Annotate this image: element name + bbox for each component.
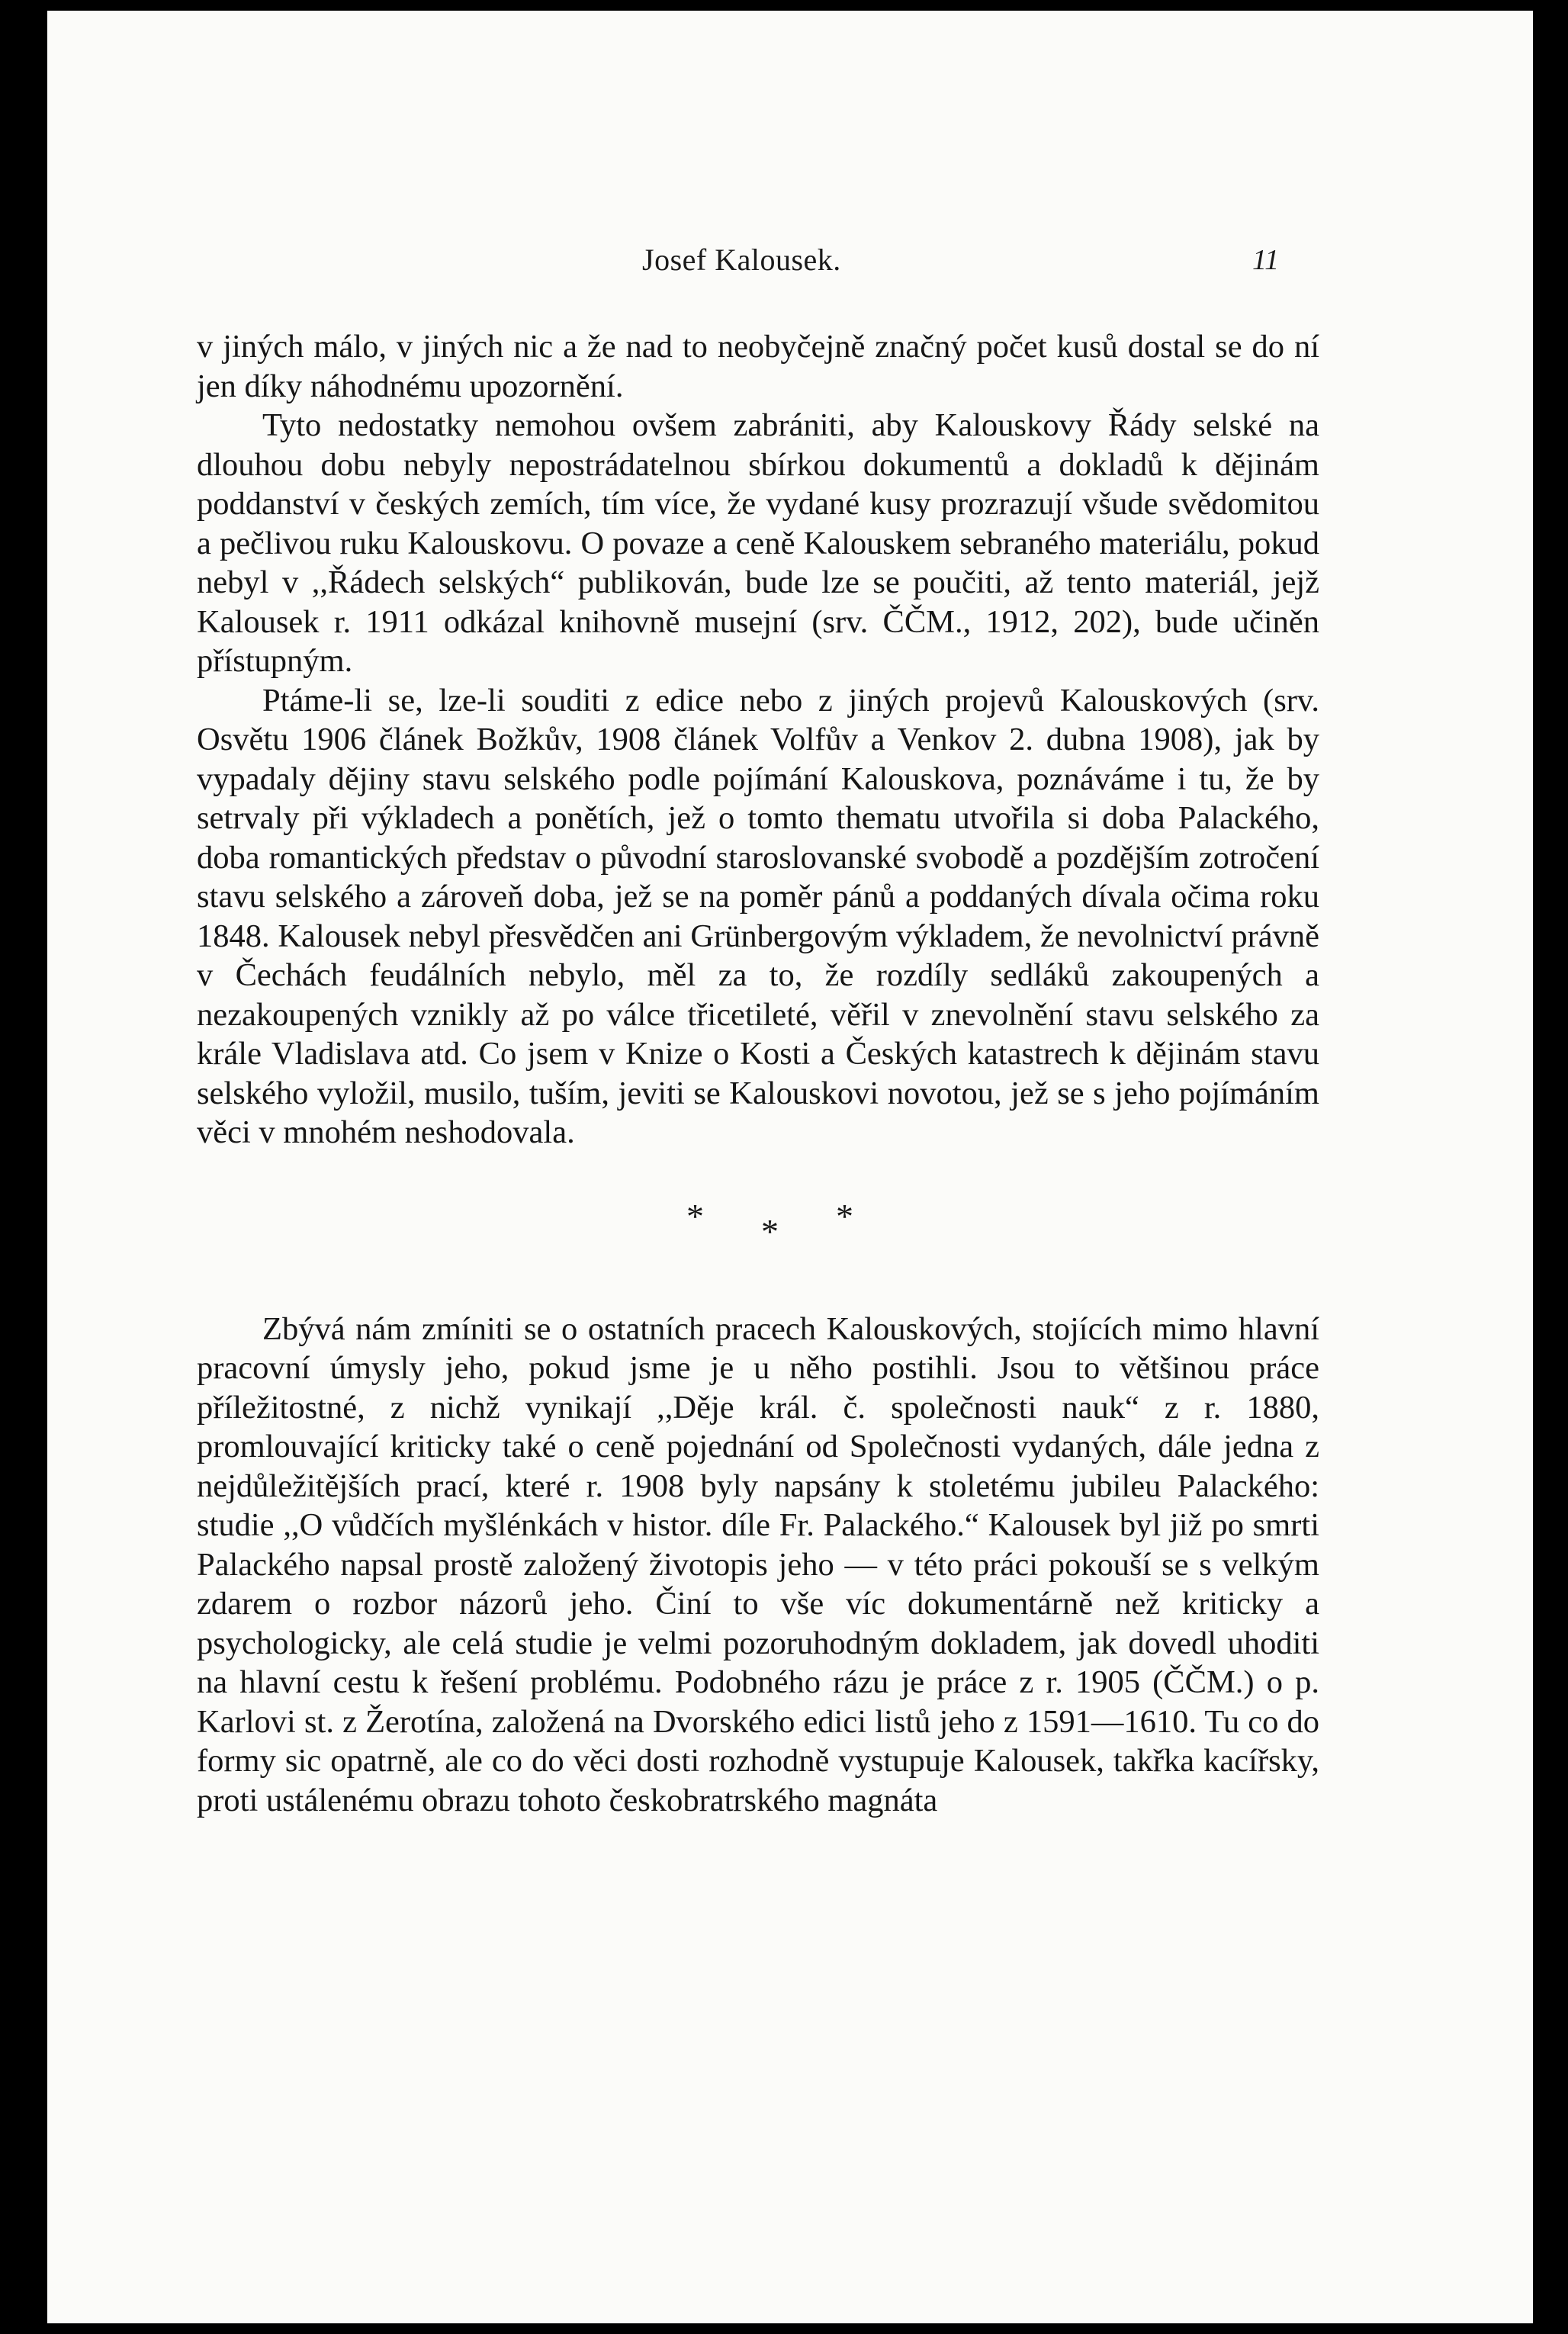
running-title: Josef Kalousek.: [642, 243, 841, 277]
separator-asterisk: *: [686, 1196, 704, 1236]
section-separator: [197, 1153, 1319, 1310]
paragraph-pojimani-kalouskova: Ptáme-li se, lze-li souditi z edice nebo z jiných projevů Kalouskových (srv. Osvětu 1906 článek Božkův, 1908 článek Volfův a Venkov 2. dubna 1908), jak by vypadaly dějiny stavu selského podle pojímání Kalouskova, poznáváme i tu, že by setrvaly při výkladech a ponětích, jež o tomto thematu utvořila si doba Palackého, doba romantických představ o původní staroslovanské svobodě a pozdějším zotročení stavu selského a zároveň doba, jež se na poměr pánů a poddaných dívala očima roku 1848. Kalousek nebyl přesvědčen ani Grünbergovým výkladem, že nevolnictví právně v Čechách feudálních nebylo, měl za to, že rozdíly sedláků zakoupených a nezakoupených vznikly až po válce třicetileté, věřil v znevolnění stavu selského za krále Vladislava atd. Co jsem v Knize o Kosti a Českých katastrech k dějinám stavu selského vyložil, musilo, tuším, jeviti se Kalouskovi novotou, jež se s jeho pojímáním věci v mnohém neshodovala.: [197, 682, 1319, 1150]
separator-asterisk: *: [761, 1211, 779, 1251]
lower-section: [197, 1310, 1319, 1821]
paragraph-rady-selske: Tyto nedostatky nemohou ovšem zabrániti, aby Kalouskovy Řády selské na dlouhou dobu nebyly nepostrádatelnou sbírkou dokumentů a dokladů k dějinám poddanství v českých zemích, tím více, že vydané kusy prozrazují všude svědomitou a pečlivou ruku Kalouskovu. O povaze a ceně Kalouskem sebraného materiálu, pokud nebyl v ,,Řádech selských“ publikován, bude lze se poučiti, až tento materiál, jejž Kalousek r. 1911 odkázal knihovně musejní (srv. ČČM., 1912, 202), bude učiněn přístupným.: [197, 407, 1319, 679]
separator-asterisk: *: [836, 1196, 853, 1236]
body-text: [197, 327, 1319, 1820]
paragraph-continuation: v jiných málo, v jiných nic a že nad to neobyčejně značný počet kusů dostal se do ní jen díky náhodnému upozornění.: [197, 329, 1319, 404]
book-page: [47, 11, 1533, 2323]
page-header: [47, 242, 1533, 280]
paragraph-ostatni-prace: Zbývá nám zmíniti se o ostatních pracech Kalouskových, stojících mimo hlavní pracovní úmysly jeho, pokud jsme je u něho postihli. Jsou to většinou práce příležitostné, z nichž vynikají ,,Děje král. č. společnosti nauk“ z r. 1880, promlouvající kriticky také o ceně pojednání od Společnosti vydaných, dále jedna z nejdůležitějších prací, které r. 1908 byly napsány k stoletému jubileu Palackého: studie ,,O vůdčích myšlénkách v histor. díle Fr. Palackého.“ Kalousek byl již po smrti Palackého napsal prostě založený životopis jeho — v této práci pokouší se s velkým zdarem o rozbor názorů jeho. Činí to vše víc dokumentárně než kriticky a psychologicky, ale celá studie je velmi pozoruhodným dokladem, jak dovedl uhoditi na hlavní cestu k řešení problému. Podobného rázu je práce z r. 1905 (ČČM.) o p. Karlovi st. z Žerotína, založená na Dvorského edici listů jeho z 1591—1610. Tu co do formy sic opatrně, ale co do věci dosti rozhodně vystupuje Kalousek, takřka kacířsky, proti ustálenému obrazu tohoto českobratrského magnáta: [197, 1310, 1319, 1818]
page-number: 11: [1252, 244, 1280, 276]
